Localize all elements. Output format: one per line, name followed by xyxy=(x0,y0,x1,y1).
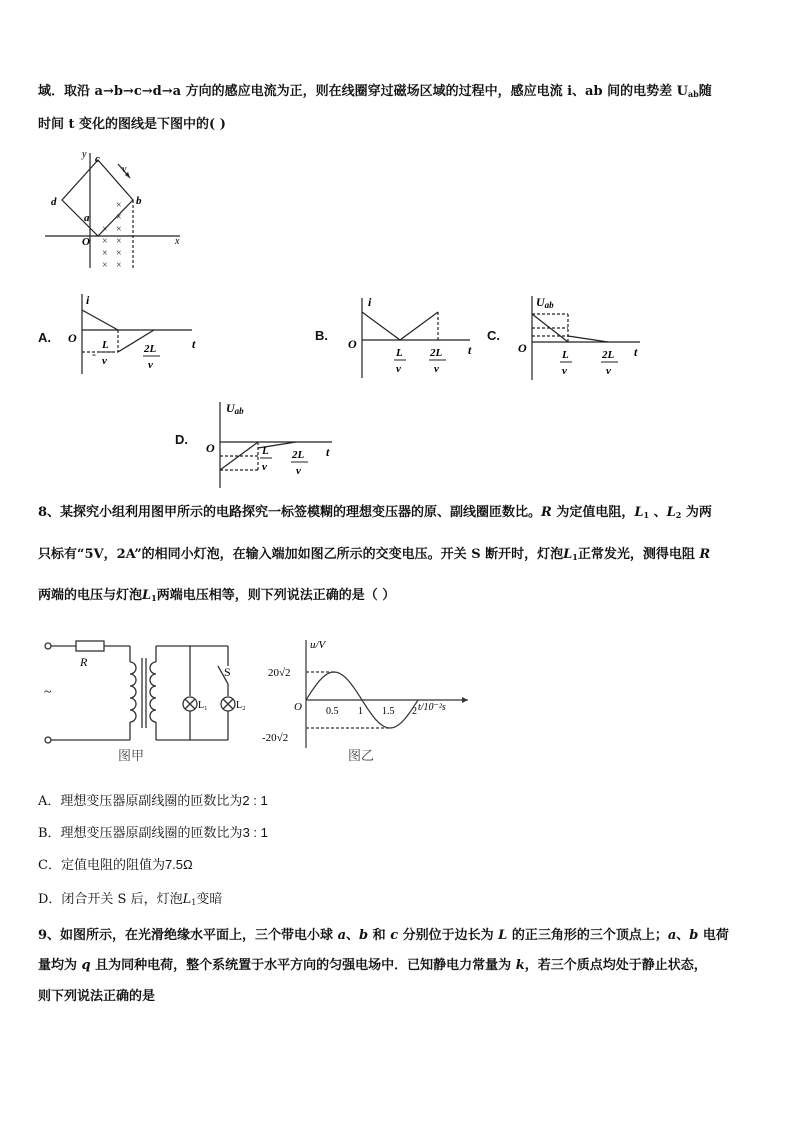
tick1-den: v xyxy=(562,365,567,377)
q9-line-2: 量均为 q 且为同种电荷，整个系统置于水平方向的匀强电场中．已知静电力常量为 k，若三个质点均处于静止状态， xyxy=(38,958,707,973)
tick2-den: v xyxy=(434,363,439,375)
graph-ylabel: u/V xyxy=(310,639,326,651)
choice-a[interactable]: A．理想变压器原副线圈的匝数比为2 : 1 xyxy=(38,793,268,809)
option-d-label: D. xyxy=(175,432,188,447)
field-mark: × xyxy=(116,212,122,223)
option-b-graph xyxy=(340,292,480,382)
tick-sign: - xyxy=(92,347,96,361)
graph-ymin: -20√2 xyxy=(262,732,289,744)
q9-line-1: 9、如图所示，在光滑绝缘水平面上，三个带电小球 a、b 和 c 分别位于边长为 L 的正三角形的三个顶点上；a、b 电荷 xyxy=(38,928,729,943)
option-d-graph xyxy=(196,396,356,491)
graph-ylabel: Uab xyxy=(536,295,554,310)
choice-b[interactable]: B．理想变压器原副线圈的匝数比为3 : 1 xyxy=(38,825,268,841)
option-c-label: C. xyxy=(487,328,500,343)
coil-label-v: v xyxy=(122,164,127,175)
q7-line-2: 时间 t 变化的图线是下图中的( ) xyxy=(38,117,226,132)
option-b-label: B. xyxy=(315,328,328,343)
graph-ylabel: i xyxy=(368,295,372,309)
tick1-den: v xyxy=(102,355,107,367)
field-mark: × xyxy=(116,224,122,235)
option-a-label: A. xyxy=(38,330,51,345)
field-mark: × xyxy=(116,248,122,259)
graph-origin: O xyxy=(68,331,77,345)
q8-line-3: 两端的电压与灯泡$L_1$两端电压相等，则下列说法正确的是（ ） xyxy=(38,588,396,603)
figure-jia-caption: 图甲 xyxy=(118,748,145,763)
tick1-num: L xyxy=(102,339,109,351)
coil-label-y: y xyxy=(82,149,87,160)
graph-xlabel: t/10⁻²s xyxy=(418,702,446,713)
graph-ymax: 20√2 xyxy=(268,667,291,679)
figure-yi-caption: 图乙 xyxy=(348,748,375,763)
q8-line-1: 8、某探究小组利用图甲所示的电路探究一标签模糊的理想变压器的原、副线圈匝数比。R 为定值电阻，$L_1$ 、$L_2$ 为两 xyxy=(38,505,712,520)
field-mark: × xyxy=(102,224,108,235)
tick1-den: v xyxy=(396,363,401,375)
graph-tlabel: t xyxy=(326,445,330,459)
graph-tlabel: t xyxy=(634,345,638,359)
q7-coil-figure xyxy=(40,148,190,273)
field-mark: × xyxy=(102,260,108,271)
q7-line-1: 域．取沿 a→b→c→d→a 方向的感应电流为正，则在线圈穿过磁场区域的过程中，感应电流 i、ab 间的电势差 $U_{ab}$随 xyxy=(38,84,712,99)
graph-tick: 0.5 xyxy=(326,706,339,717)
graph-ylabel: Uab xyxy=(226,401,244,416)
graph-tick: 1.5 xyxy=(382,706,395,717)
tick2-num: 2L xyxy=(430,347,443,359)
tick2-num: 2L xyxy=(292,449,305,461)
graph-tlabel: t xyxy=(468,343,472,357)
tick1-num: L xyxy=(262,445,269,457)
q9-line-3: 则下列说法正确的是 xyxy=(38,989,156,1004)
graph-origin: O xyxy=(206,441,215,455)
tick1-num: L xyxy=(396,347,403,359)
field-mark: × xyxy=(116,260,122,271)
choice-c[interactable]: C．定值电阻的阻值为7.5Ω xyxy=(38,857,193,873)
circuit-diagram xyxy=(38,636,268,766)
graph-origin: O xyxy=(348,337,357,351)
tick1-num: L xyxy=(562,349,569,361)
graph-origin: O xyxy=(518,341,527,355)
switch-label: S xyxy=(224,665,231,679)
tick1-den: v xyxy=(262,461,267,473)
tick2-den: v xyxy=(148,359,153,371)
field-mark: × xyxy=(102,236,108,247)
graph-tick: 2 xyxy=(412,706,417,717)
graph-ylabel: i xyxy=(86,293,90,307)
resistor-label: R xyxy=(80,655,88,669)
coil-label-d: d xyxy=(51,196,57,208)
voltage-graph xyxy=(258,636,488,766)
coil-label-b: b xyxy=(136,195,142,207)
field-mark: × xyxy=(102,248,108,259)
choice-d[interactable]: D．闭合开关 S 后，灯泡$L_1$变暗 xyxy=(38,892,223,907)
coil-label-x: x xyxy=(175,236,180,247)
tick2-num: 2L xyxy=(602,349,615,361)
lamp-l2-label: L₂ xyxy=(236,700,246,711)
tick2-den: v xyxy=(606,365,611,377)
coil-label-c: c xyxy=(95,153,100,165)
graph-tick: 1 xyxy=(358,706,363,717)
option-a-graph xyxy=(62,290,202,380)
lamp-l1-label: L₁ xyxy=(198,700,208,711)
tick2-den: v xyxy=(296,465,301,477)
option-c-graph xyxy=(508,290,658,385)
field-mark: × xyxy=(116,200,122,211)
tick2-num: 2L xyxy=(144,343,157,355)
graph-tlabel: t xyxy=(192,337,196,351)
graph-origin: O xyxy=(294,701,302,713)
q8-line-2: 只标有“5V，2A”的相同小灯泡，在输入端加如图乙所示的交变电压。开关 S 断开时，灯泡$L_1$正常发光，测得电阻 R xyxy=(38,547,711,562)
field-mark: × xyxy=(116,236,122,247)
coil-label-o: O xyxy=(82,236,90,248)
ac-source-symbol: ~ xyxy=(44,685,52,700)
coil-label-a: a xyxy=(84,212,90,224)
